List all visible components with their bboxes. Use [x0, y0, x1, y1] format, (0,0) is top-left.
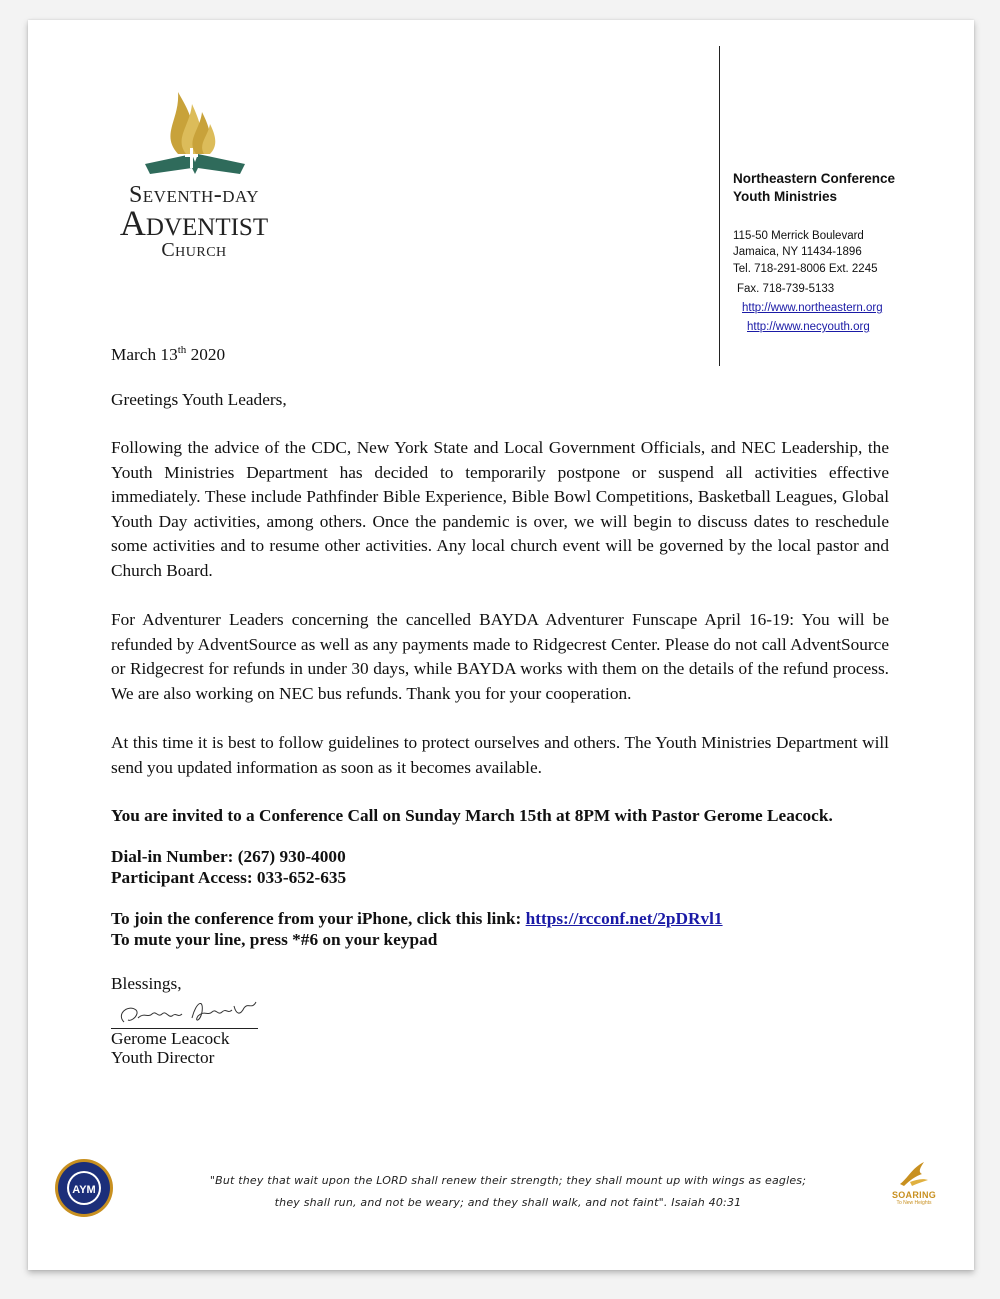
paragraph-guidelines: At this time it is best to follow guidelines to protect ourselves and others. The Youth Ministries Department will send you updated information as soon as it becomes available. [111, 733, 889, 777]
quote-line-2: they shall run, and not be weary; and they shall walk, and not faint". Isaiah 40:31 [274, 1196, 742, 1209]
date-year: 2020 [186, 344, 226, 364]
conference-link[interactable]: https://rcconf.net/2pDRvl1 [525, 909, 723, 928]
signer-title: Youth Director [111, 1048, 215, 1067]
svg-text:AYM: AYM [72, 1184, 96, 1196]
scripture-quote [208, 1170, 808, 1214]
mute-instruction: To mute your line, press *#6 on your keypad [111, 930, 438, 949]
header-divider [719, 46, 720, 366]
org-header [733, 170, 973, 333]
paragraph-postponement: Following the advice of the CDC, New York State and Local Government Officials, and NEC Leadership, the Youth Ministries Department has decided to temporarily postpone or suspend all activities effective immediately. These include Pathfinder Bible Experience, Bible Bowl Competitions, Basketball Leagues, Global Youth Day activities, among others. Once the pandemic is over, we will begin to discuss dates to reschedule some activities and to resume other activities. Any local church event will be governed by the local pastor and Church Board. [111, 438, 889, 580]
org-name: Northeastern Conference [733, 171, 896, 186]
youth-website-link[interactable]: http://www.necyouth.org [747, 321, 870, 333]
closing: Blessings, [111, 974, 182, 993]
logo-line-church: Church [161, 239, 227, 261]
date-month-day: March 13 [111, 344, 178, 364]
signer-name: Gerome Leacock [111, 1029, 230, 1048]
conference-call-invite: You are invited to a Conference Call on Sunday March 15th at 8PM with Pastor Gerome Leacock. [111, 806, 833, 825]
org-telephone: Tel. 718-291-8006 Ext. 2245 [733, 263, 878, 275]
org-website-link[interactable]: http://www.northeastern.org [742, 302, 883, 314]
quote-line-1: "But they that wait upon the LORD shall renew their strength; they shall mount up with wings as eagles; [209, 1174, 807, 1187]
eagle-icon [894, 1158, 934, 1190]
join-text: To join the conference from your iPhone, click this link: [111, 909, 526, 928]
letter-page [28, 20, 974, 1270]
soaring-logo [884, 1158, 944, 1220]
handwritten-signature [114, 992, 264, 1032]
participant-access: Participant Access: 033-652-635 [111, 868, 347, 887]
org-fax: Fax. 718-739-5133 [737, 283, 835, 295]
dial-in-number: Dial-in Number: (267) 930-4000 [111, 847, 346, 866]
org-address-line1: 115-50 Merrick Boulevard [733, 230, 864, 242]
greeting: Greetings Youth Leaders, [111, 390, 287, 409]
aym-seal-logo [54, 1158, 114, 1218]
org-address-line2: Jamaica, NY 11434-1896 [733, 246, 862, 258]
join-instruction [111, 908, 889, 929]
logo-line-adventist: Adventist [119, 203, 269, 243]
aym-seal-icon [54, 1158, 114, 1218]
soaring-label: SOARING [891, 1190, 937, 1200]
org-department: Youth Ministries [733, 189, 838, 204]
letter-date [111, 338, 889, 367]
sda-church-logo [98, 82, 290, 261]
date-suffix: th [177, 344, 187, 356]
soaring-subtitle: To New Heights [896, 1200, 932, 1206]
paragraph-refunds: For Adventurer Leaders concerning the cancelled BAYDA Adventurer Funscape April 16-19: You will be refunded by AdventSource as well as any payments made to Ridgecrest Center. Please do not call AdventSource or Ridgecrest for refunds in under 30 days, while BAYDA works with them on the details of the refund process. We are also working on NEC bus refunds. Thank you for your cooperation. [111, 610, 889, 703]
logo-line-seventh-day: Seventh-day [128, 182, 260, 208]
flame-book-icon [140, 82, 250, 182]
